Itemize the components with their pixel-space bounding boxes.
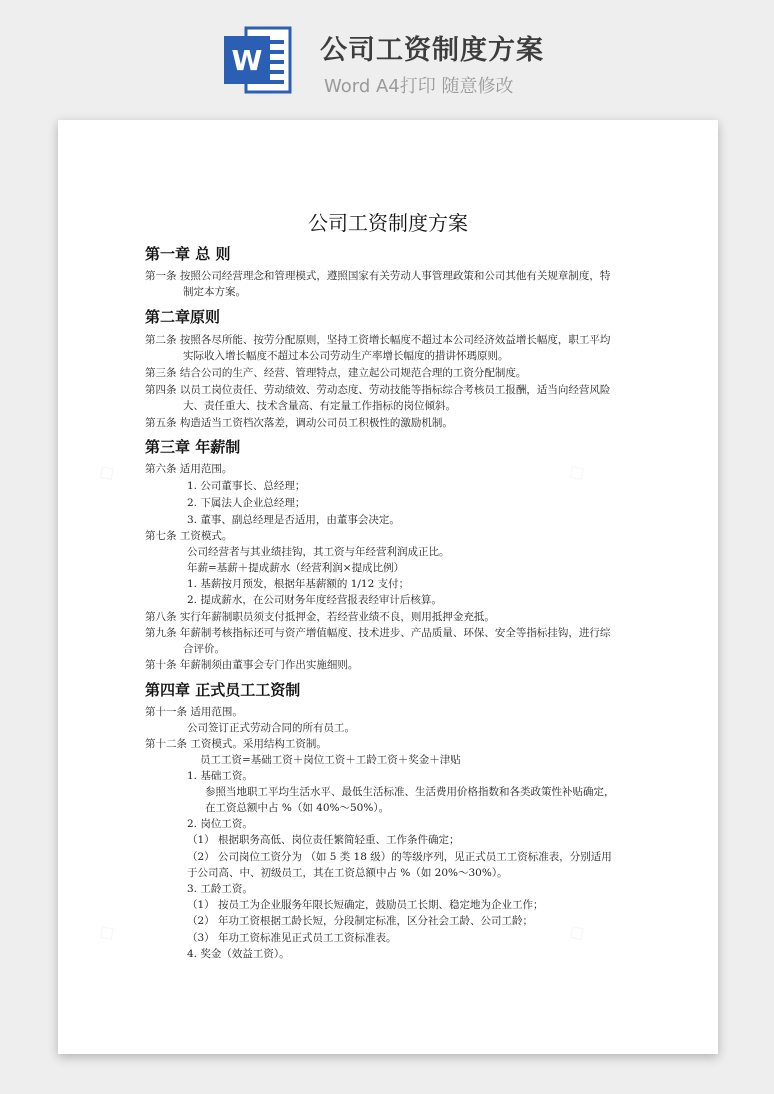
text-line: 第四条 以员工岗位责任、劳动绩效、劳动态度、劳动技能等指标综合考核员工报酬，适当向经营风险 [145,384,611,396]
text-line: 1. 公司董事长、总经理； [187,480,306,492]
text-line: 3. 董事、副总经理是否适用，由董事会决定。 [187,514,400,526]
text-line: 年薪=基薪＋提成薪水（经营利润×提成比例） [187,562,405,574]
text-line: 第三条 结合公司的生产、经营、管理特点，建立起公司规范合理的工资分配制度。 [145,367,527,379]
chapter-heading: 第一章 总 则 [145,245,231,263]
text-line: （1） 根据职务高低、岗位责任繁简轻重、工作条件确定； [187,834,460,846]
watermark [92,917,120,947]
banner-title: 公司工资制度方案 [320,35,544,66]
text-line: 3. 工龄工资。 [187,883,253,895]
text-line: 参照当地职工平均生活水平、最低生活标准、生活费用价格指数和各类政策性补贴确定， [205,786,615,798]
text-line: 4. 奖金（效益工资）。 [187,948,290,960]
text-line: 合评价。 [183,643,225,655]
chapter-heading: 第二章原则 [145,308,221,326]
text-line: （3） 年功工资标准见正式员工工资标准表。 [187,932,397,944]
text-line: 2. 岗位工资。 [187,818,253,830]
logo-letter: W [231,44,263,77]
text-line: 实际收入增长幅度不超过本公司劳动生产率增长幅度的措讲怀瑪原则。 [183,350,509,362]
text-line: 第七条 工资模式。 [145,530,233,542]
text-line: 第十条 年薪制须由董事会专门作出实施细则。 [145,659,359,671]
text-line: 1. 基薪按月预发，根据年基薪额的 1/12 支付； [187,578,410,590]
text-line: 第一条 按照公司经营理念和管理模式，遵照国家有关劳动人事管理政策和公司其他有关规章制度，特 [145,270,611,282]
text-line: （2） 公司岗位工资分为 （如 5 类 18 级）的等级序列，见正式员工工资标准表，分别适用 [187,851,612,863]
document-title: 公司工资制度方案 [308,211,468,235]
text-line: 第五条 构造适当工资档次落差，调动公司员工积极性的激励机制。 [145,417,453,429]
text-line: 制定本方案。 [183,286,246,298]
text-line: 在工资总额中占 %（如 40%～50%）。 [205,802,390,814]
text-line: 第十一条 适用范围。 [145,706,243,718]
watermark [562,917,590,947]
banner-subtitle: Word A4打印 随意修改 [324,76,514,97]
text-line: 第九条 年薪制考核指标还可与资产增值幅度、技术进步、产品质量、环保、安全等指标挂钩，进行综 [145,627,611,639]
text-line: 公司签订正式劳动合同的所有员工。 [187,722,355,734]
chapter-heading: 第四章 正式员工工资制 [145,681,301,699]
text-line: 2. 下属法人企业总经理； [187,497,306,509]
watermark [92,457,120,487]
text-line: 大、责任重大、技术含量高、有定量工作指标的岗位倾斜。 [183,400,456,412]
text-line: （2） 年功工资根据工龄长短，分段制定标准，区分社会工龄、公司工龄； [187,915,534,927]
text-line: （1） 按员工为企业服务年限长短确定，鼓励员工长期、稳定地为企业工作； [187,899,544,911]
text-line: 1. 基础工资。 [187,770,253,782]
text-line: 第十二条 工资模式。采用结构工资制。 [145,738,327,750]
text-line: 2. 提成薪水，在公司财务年度经营报表经审计后核算。 [187,594,442,606]
text-line: 公司经营者与其业绩挂钩，其工资与年经营利润成正比。 [187,546,450,558]
chapter-heading: 第三章 年薪制 [145,438,241,456]
word-document-icon [222,24,294,96]
watermark [562,457,590,487]
text-line: 第二条 按照各尽所能、按劳分配原则，坚持工资增长幅度不超过本公司经济效益增长幅度，职工平均 [145,334,611,346]
text-line: 第六条 适用范围。 [145,463,233,475]
text-line: 于公司高、中、初级员工，其在工资总额中占 %（如 20%～30%）。 [187,867,508,879]
text-line: 员工工资=基础工资＋岗位工资＋工龄工资＋奖金＋津贴 [200,754,461,766]
text-line: 第八条 实行年薪制职员须支付抵押金，若经营业绩不良，则用抵押金充抵。 [145,611,495,623]
document-page [58,120,718,1054]
header-banner [0,0,774,118]
